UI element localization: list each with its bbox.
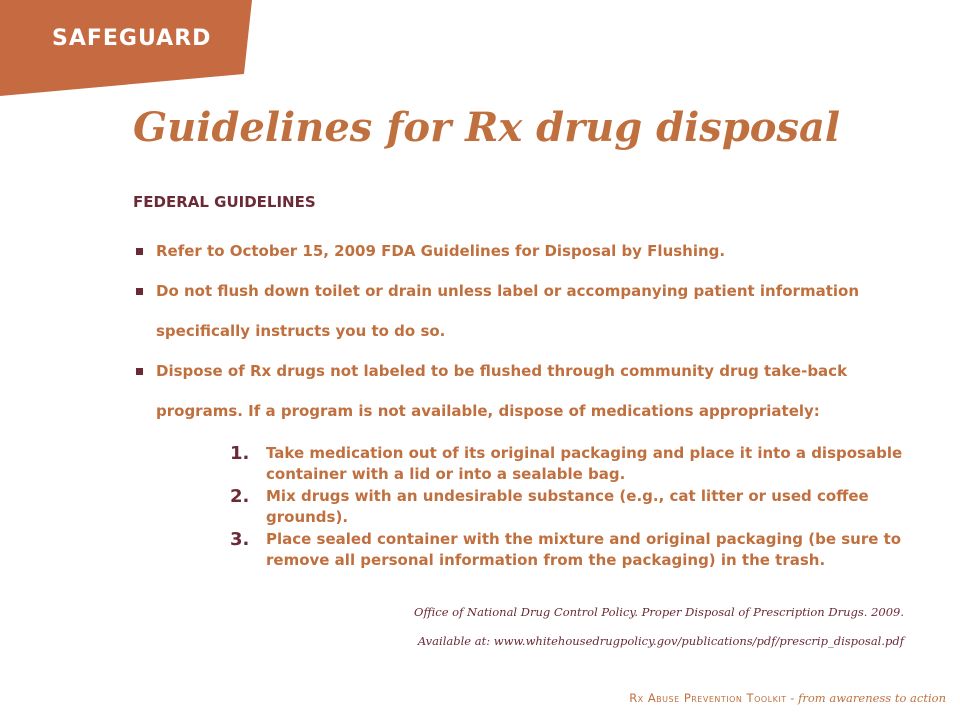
guideline-list (133, 231, 913, 431)
guideline-item (133, 231, 913, 271)
section-heading: FEDERAL GUIDELINES (133, 193, 316, 211)
citation-url: Available at: www.whitehousedrugpolicy.gov/publications/pdf/prescrip_disposal.pdf (417, 634, 904, 648)
step-text: Mix drugs with an undesirable substance (e.g., cat litter or used coffee grounds). (266, 487, 869, 526)
page-title: Guidelines for Rx drug disposal (133, 104, 841, 151)
disposal-step (230, 529, 930, 571)
step-text: Place sealed container with the mixture and original packaging (be sure to remove all personal information from the packaging) in the trash. (266, 530, 902, 569)
guideline-text: Refer to October 15, 2009 FDA Guidelines for Disposal by Flushing. (156, 242, 726, 260)
footer-branding (629, 691, 946, 705)
section-tab-label: SAFEGUARD (52, 26, 212, 51)
step-number: 2. (230, 486, 250, 507)
bullet-square-icon (136, 248, 143, 255)
step-text: Take medication out of its original packaging and place it into a disposable container with a lid or into a sealable bag. (266, 444, 903, 483)
bullet-square-icon (136, 368, 143, 375)
guideline-item (133, 271, 913, 351)
citation-source: Office of National Drug Control Policy. Proper Disposal of Prescription Drugs. 2009. (414, 605, 904, 619)
footer-tagline: from awareness to action (798, 691, 946, 705)
disposal-step (230, 486, 930, 528)
guideline-text: Do not flush down toilet or drain unless label or accompanying patient information specifically instructs you to do so. (156, 282, 859, 340)
footer-separator: - (786, 691, 799, 705)
step-number: 1. (230, 443, 250, 464)
step-number: 3. (230, 529, 250, 550)
disposal-step (230, 443, 930, 485)
bullet-square-icon (136, 288, 143, 295)
guideline-item (133, 351, 913, 431)
footer-toolkit-name: Rx Abuse Prevention Toolkit (629, 691, 787, 705)
guideline-text: Dispose of Rx drugs not labeled to be flushed through community drug take-back programs. If a program is not available, dispose of medications appropriately: (156, 362, 848, 420)
disposal-steps-list (230, 443, 930, 572)
